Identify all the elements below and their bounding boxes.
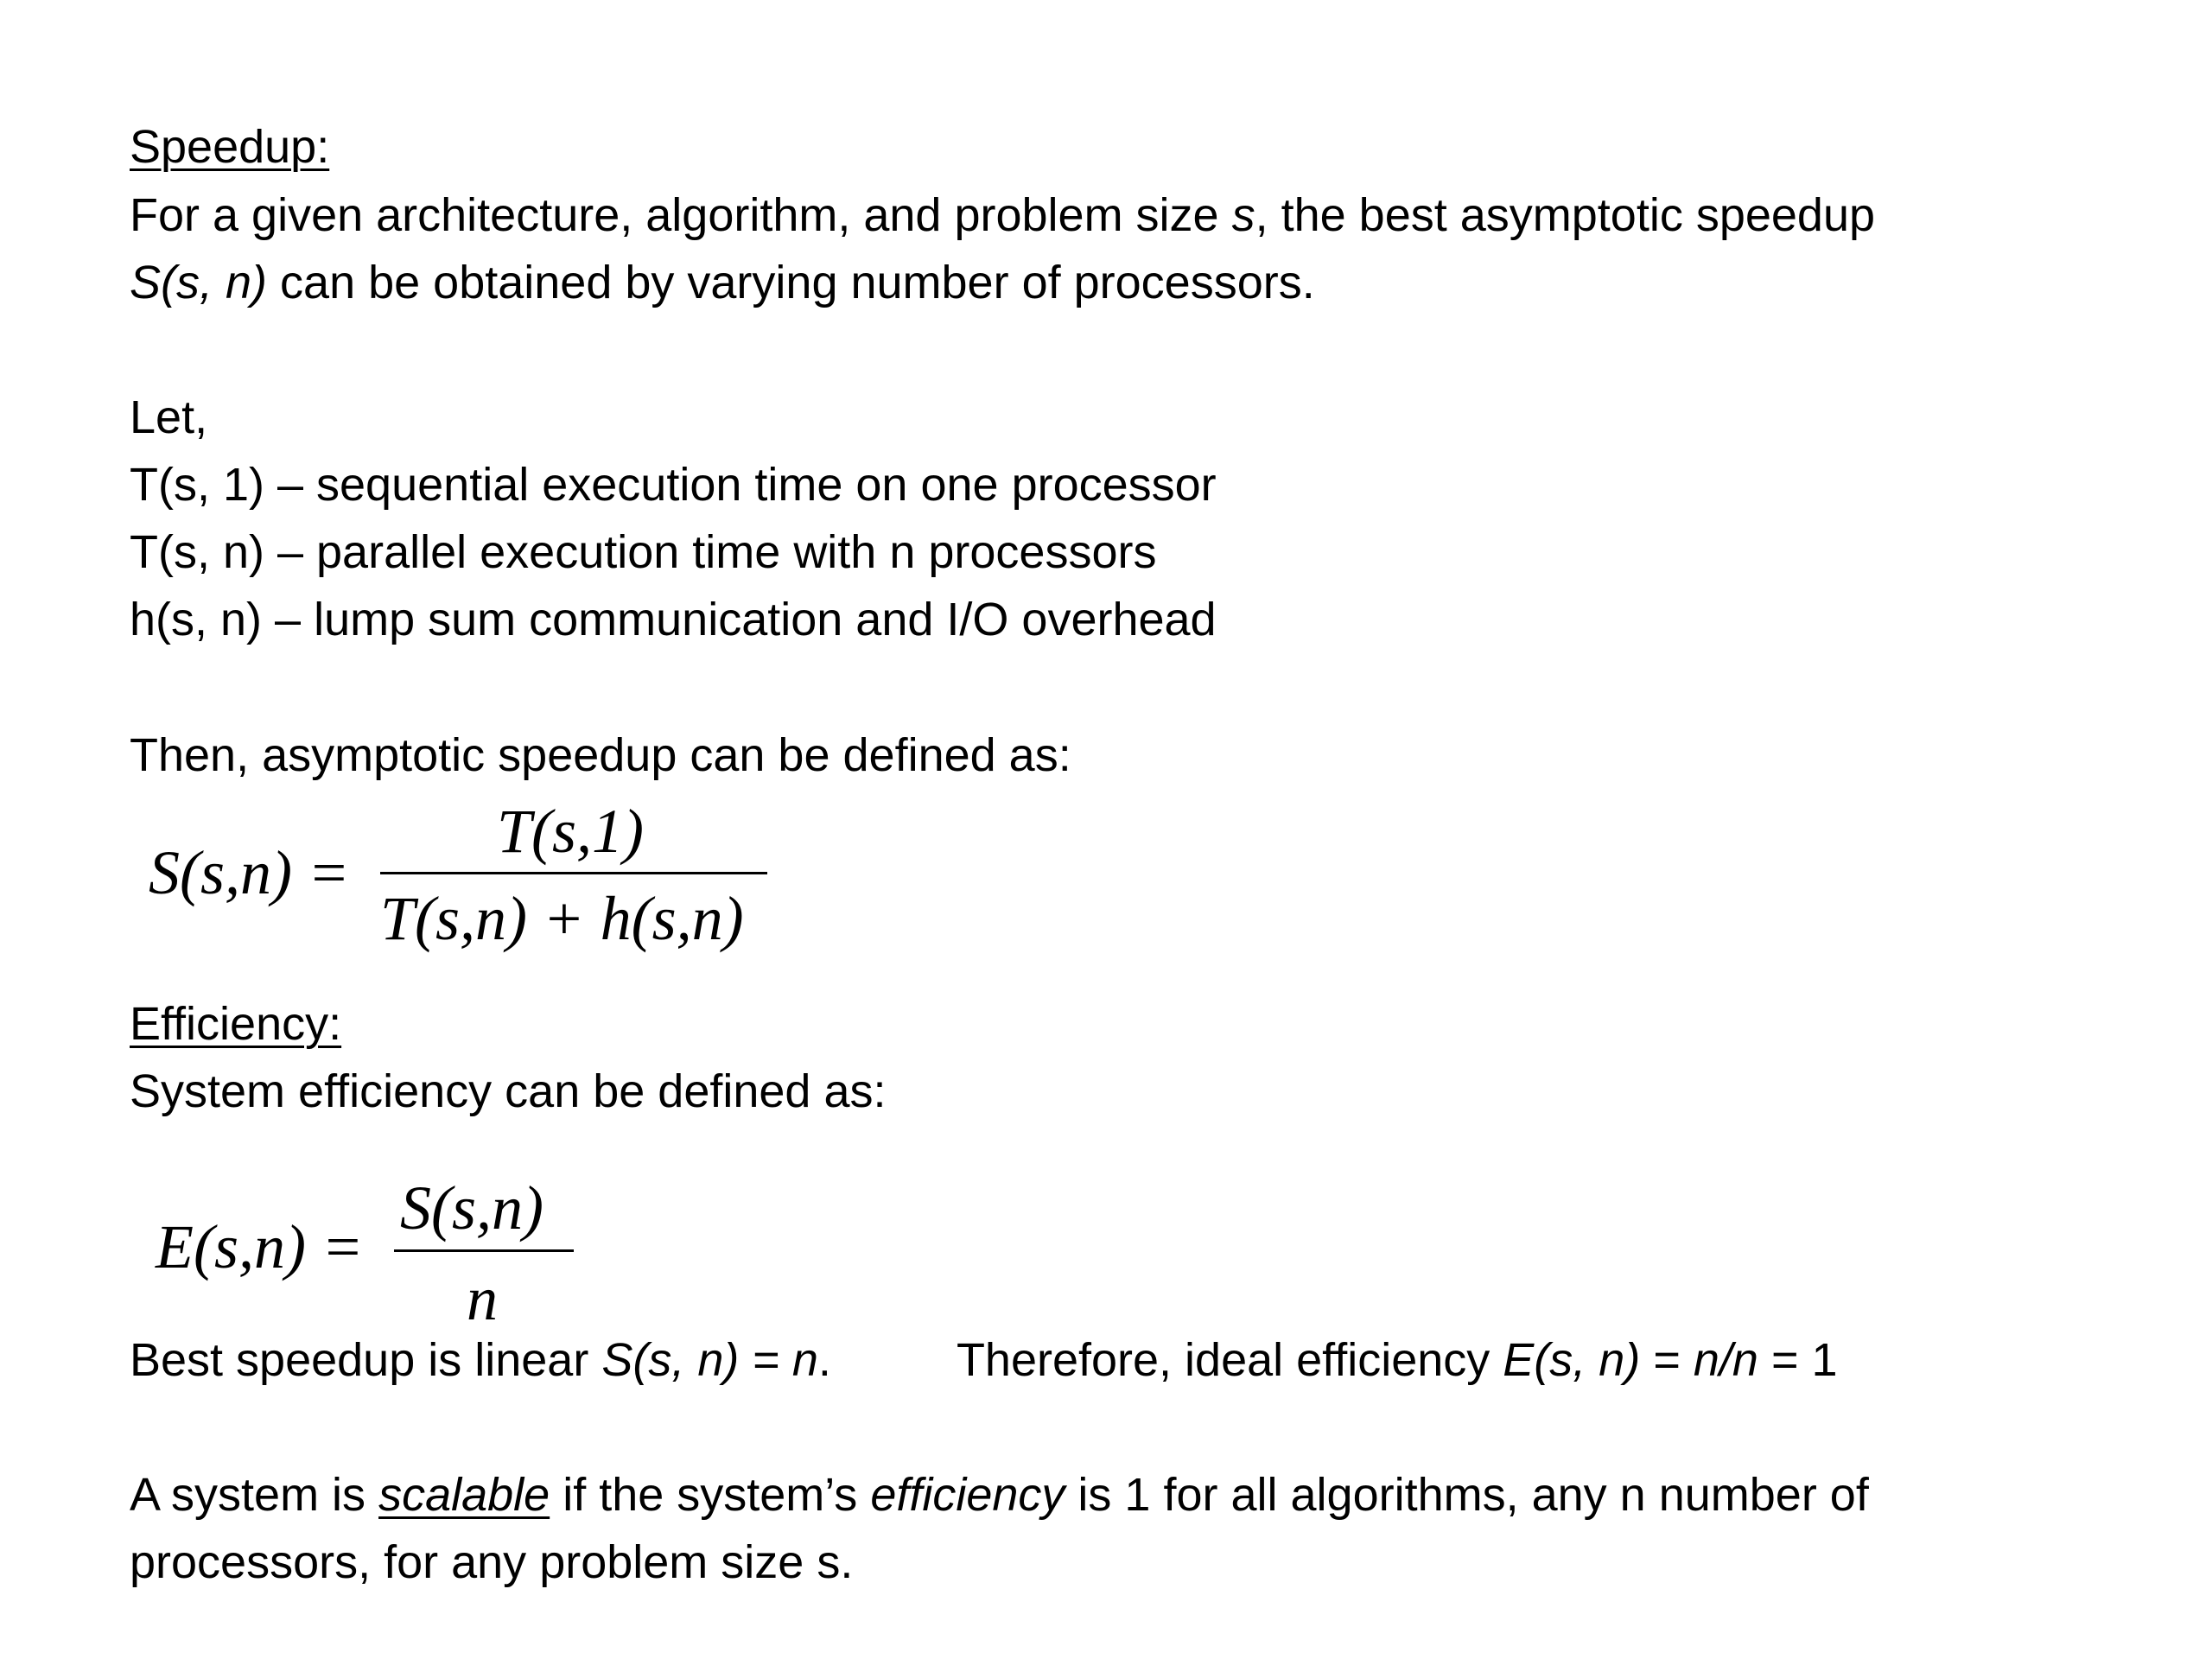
definition-item: h(s, n) – lump sum communication and I/O overhead: [130, 594, 1217, 645]
speedup-heading: Speedup:: [130, 121, 330, 173]
speedup-formula-numerator: T(s,1): [497, 797, 645, 866]
efficiency-formula-numerator: S(s,n): [400, 1173, 543, 1243]
speedup-description-line-1: [130, 188, 1875, 243]
scalable-term: scalable: [378, 1469, 550, 1521]
scalability-line-1: [130, 1467, 1869, 1522]
n-over-n-expr: n/n: [1693, 1334, 1758, 1386]
efficiency-term: efficiency: [870, 1469, 1065, 1521]
definition-item: T(s, 1) – sequential execution time on one processor: [130, 459, 1217, 511]
scalability-line-2: processors, for any problem size s.: [130, 1536, 854, 1588]
best-speedup-text: Best speedup is linear: [130, 1334, 602, 1386]
let-label: Let,: [130, 391, 208, 443]
speedup-formula-denominator: T(s,n) + h(s,n): [380, 884, 744, 953]
equals-one: = 1: [1758, 1334, 1838, 1386]
ideal-efficiency-text: Therefore, ideal efficiency: [956, 1334, 1503, 1386]
best-speedup-line: [130, 1332, 1838, 1388]
linear-speedup-expr: S(s, n) = n: [601, 1334, 818, 1386]
speedup-formula-intro: Then, asymptotic speedup can be defined as:: [130, 729, 1071, 781]
speedup-function: S(s, n): [130, 257, 268, 308]
efficiency-fraction-bar: [394, 1249, 574, 1252]
efficiency-heading: Efficiency:: [130, 998, 342, 1050]
scalability-text-end: is 1 for all algorithms, any n number of: [1065, 1469, 1869, 1521]
speedup-description-line-2: [130, 255, 1315, 310]
speedup-formula-lhs: S(s,n) =: [149, 838, 350, 907]
definition-item: T(s, n) – parallel execution time with n processors: [130, 526, 1157, 578]
speedup-desc-text: For a given architecture, algorithm, and problem size: [130, 189, 1232, 241]
best-speedup-period: .: [817, 1334, 831, 1386]
efficiency-formula-lhs: E(s,n) =: [156, 1212, 364, 1281]
speedup-fraction-bar: [380, 872, 767, 874]
speedup-desc-text-2: can be obtained by varying number of processors.: [267, 257, 1315, 308]
problem-size-var: s: [1231, 189, 1255, 241]
scalability-text-mid: if the system’s: [550, 1469, 871, 1521]
efficiency-intro: System efficiency can be defined as:: [130, 1065, 887, 1117]
equals-sign: =: [1640, 1334, 1694, 1386]
speedup-desc-text-end: , the best asymptotic speedup: [1255, 189, 1876, 241]
efficiency-function: E(s, n): [1503, 1334, 1641, 1386]
efficiency-formula-denominator: n: [467, 1264, 498, 1333]
scalability-text: A system is: [130, 1469, 379, 1521]
